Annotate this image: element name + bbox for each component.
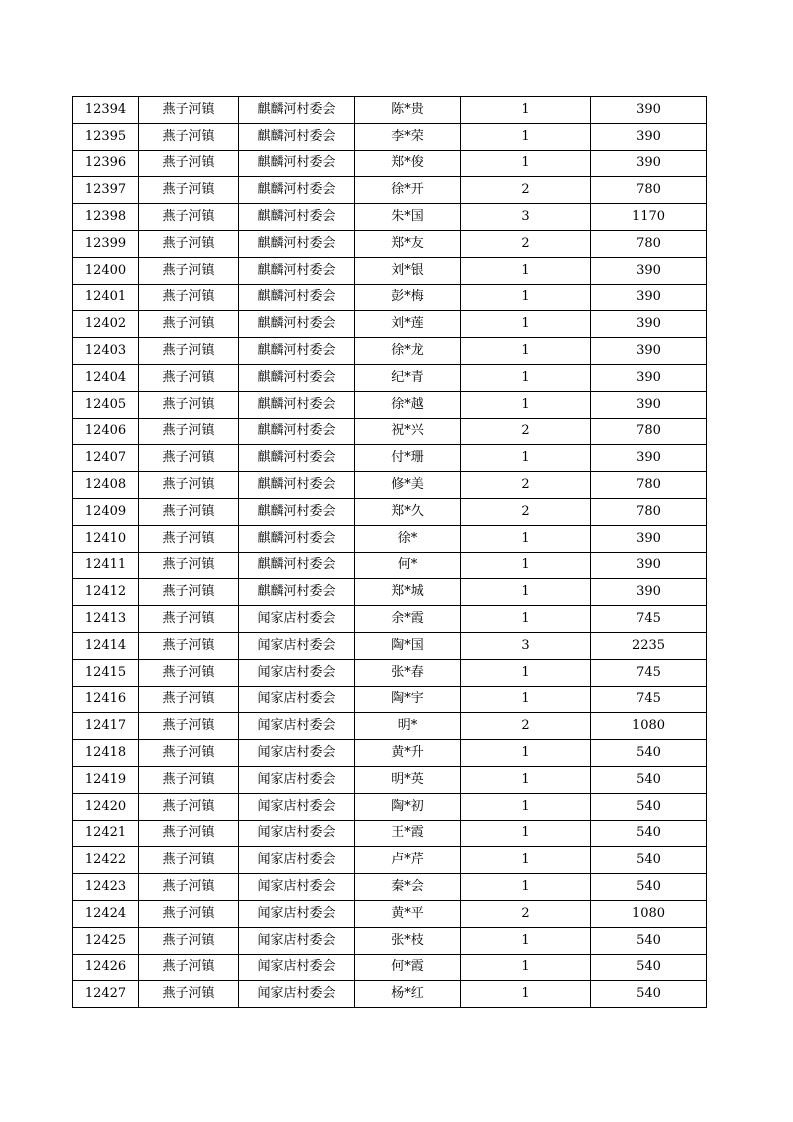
- village-committee-cell: 麒麟河村委会: [239, 204, 355, 231]
- village-committee-cell: 麒麟河村委会: [239, 525, 355, 552]
- count-cell: 1: [461, 740, 591, 767]
- name-cell: 郑*俊: [355, 150, 461, 177]
- town-cell: 燕子河镇: [139, 311, 239, 338]
- town-cell: 燕子河镇: [139, 204, 239, 231]
- amount-cell: 390: [591, 364, 707, 391]
- count-cell: 1: [461, 364, 591, 391]
- name-cell: 修*美: [355, 472, 461, 499]
- table-row: [73, 338, 707, 365]
- count-cell: 2: [461, 472, 591, 499]
- town-cell: 燕子河镇: [139, 954, 239, 981]
- amount-cell: 390: [591, 525, 707, 552]
- town-cell: 燕子河镇: [139, 257, 239, 284]
- count-cell: 2: [461, 177, 591, 204]
- amount-cell: 390: [591, 257, 707, 284]
- count-cell: 1: [461, 874, 591, 901]
- table-row: [73, 659, 707, 686]
- name-cell: 徐*越: [355, 391, 461, 418]
- amount-cell: 540: [591, 740, 707, 767]
- count-cell: 1: [461, 150, 591, 177]
- amount-cell: 780: [591, 230, 707, 257]
- row-number-cell: 12404: [73, 364, 139, 391]
- town-cell: 燕子河镇: [139, 418, 239, 445]
- name-cell: 李*荣: [355, 123, 461, 150]
- village-committee-cell: 麒麟河村委会: [239, 498, 355, 525]
- count-cell: 1: [461, 579, 591, 606]
- count-cell: 1: [461, 391, 591, 418]
- row-number-cell: 12416: [73, 686, 139, 713]
- table-row: [73, 740, 707, 767]
- row-number-cell: 12423: [73, 874, 139, 901]
- table-row: [73, 391, 707, 418]
- amount-cell: 390: [591, 391, 707, 418]
- town-cell: 燕子河镇: [139, 874, 239, 901]
- name-cell: 卢*芹: [355, 847, 461, 874]
- table-row: [73, 418, 707, 445]
- name-cell: 刘*银: [355, 257, 461, 284]
- row-number-cell: 12397: [73, 177, 139, 204]
- name-cell: 彭*梅: [355, 284, 461, 311]
- row-number-cell: 12424: [73, 900, 139, 927]
- row-number-cell: 12425: [73, 927, 139, 954]
- village-committee-cell: 麒麟河村委会: [239, 418, 355, 445]
- amount-cell: 2235: [591, 632, 707, 659]
- table-row: [73, 793, 707, 820]
- table-row: [73, 150, 707, 177]
- count-cell: 3: [461, 204, 591, 231]
- amount-cell: 540: [591, 874, 707, 901]
- town-cell: 燕子河镇: [139, 713, 239, 740]
- count-cell: 1: [461, 847, 591, 874]
- count-cell: 2: [461, 900, 591, 927]
- name-cell: 张*枝: [355, 927, 461, 954]
- name-cell: 明*: [355, 713, 461, 740]
- row-number-cell: 12395: [73, 123, 139, 150]
- row-number-cell: 12410: [73, 525, 139, 552]
- town-cell: 燕子河镇: [139, 766, 239, 793]
- village-committee-cell: 闻家店村委会: [239, 793, 355, 820]
- table-row: [73, 847, 707, 874]
- name-cell: 刘*莲: [355, 311, 461, 338]
- table-body: [73, 97, 707, 1008]
- data-table: [72, 96, 707, 1008]
- count-cell: 1: [461, 686, 591, 713]
- count-cell: 1: [461, 123, 591, 150]
- name-cell: 郑*城: [355, 579, 461, 606]
- town-cell: 燕子河镇: [139, 338, 239, 365]
- village-committee-cell: 闻家店村委会: [239, 713, 355, 740]
- name-cell: 何*霞: [355, 954, 461, 981]
- table-row: [73, 445, 707, 472]
- table-row: [73, 606, 707, 633]
- row-number-cell: 12414: [73, 632, 139, 659]
- table-row: [73, 981, 707, 1008]
- name-cell: 王*霞: [355, 820, 461, 847]
- row-number-cell: 12415: [73, 659, 139, 686]
- amount-cell: 1080: [591, 713, 707, 740]
- town-cell: 燕子河镇: [139, 900, 239, 927]
- count-cell: 1: [461, 981, 591, 1008]
- name-cell: 陶*国: [355, 632, 461, 659]
- row-number-cell: 12403: [73, 338, 139, 365]
- town-cell: 燕子河镇: [139, 177, 239, 204]
- village-committee-cell: 麒麟河村委会: [239, 123, 355, 150]
- town-cell: 燕子河镇: [139, 525, 239, 552]
- village-committee-cell: 麒麟河村委会: [239, 311, 355, 338]
- count-cell: 3: [461, 632, 591, 659]
- name-cell: 徐*龙: [355, 338, 461, 365]
- name-cell: 秦*会: [355, 874, 461, 901]
- name-cell: 徐*开: [355, 177, 461, 204]
- town-cell: 燕子河镇: [139, 793, 239, 820]
- table-row: [73, 900, 707, 927]
- table-row: [73, 927, 707, 954]
- table-row: [73, 364, 707, 391]
- name-cell: 郑*久: [355, 498, 461, 525]
- name-cell: 余*霞: [355, 606, 461, 633]
- table-row: [73, 311, 707, 338]
- town-cell: 燕子河镇: [139, 123, 239, 150]
- row-number-cell: 12400: [73, 257, 139, 284]
- name-cell: 祝*兴: [355, 418, 461, 445]
- amount-cell: 390: [591, 284, 707, 311]
- row-number-cell: 12394: [73, 97, 139, 124]
- town-cell: 燕子河镇: [139, 391, 239, 418]
- amount-cell: 390: [591, 552, 707, 579]
- amount-cell: 390: [591, 338, 707, 365]
- amount-cell: 390: [591, 97, 707, 124]
- count-cell: 1: [461, 793, 591, 820]
- name-cell: 陈*贵: [355, 97, 461, 124]
- town-cell: 燕子河镇: [139, 981, 239, 1008]
- town-cell: 燕子河镇: [139, 498, 239, 525]
- amount-cell: 745: [591, 686, 707, 713]
- town-cell: 燕子河镇: [139, 472, 239, 499]
- village-committee-cell: 闻家店村委会: [239, 820, 355, 847]
- village-committee-cell: 闻家店村委会: [239, 900, 355, 927]
- name-cell: 徐*: [355, 525, 461, 552]
- row-number-cell: 12409: [73, 498, 139, 525]
- amount-cell: 780: [591, 498, 707, 525]
- name-cell: 何*: [355, 552, 461, 579]
- village-committee-cell: 麒麟河村委会: [239, 230, 355, 257]
- amount-cell: 540: [591, 820, 707, 847]
- village-committee-cell: 麒麟河村委会: [239, 472, 355, 499]
- row-number-cell: 12413: [73, 606, 139, 633]
- village-committee-cell: 麒麟河村委会: [239, 150, 355, 177]
- amount-cell: 390: [591, 445, 707, 472]
- amount-cell: 540: [591, 766, 707, 793]
- village-committee-cell: 麒麟河村委会: [239, 579, 355, 606]
- table-row: [73, 123, 707, 150]
- amount-cell: 780: [591, 418, 707, 445]
- count-cell: 2: [461, 230, 591, 257]
- town-cell: 燕子河镇: [139, 632, 239, 659]
- table-row: [73, 284, 707, 311]
- village-committee-cell: 麒麟河村委会: [239, 391, 355, 418]
- table-row: [73, 579, 707, 606]
- count-cell: 1: [461, 445, 591, 472]
- village-committee-cell: 闻家店村委会: [239, 766, 355, 793]
- table-row: [73, 632, 707, 659]
- village-committee-cell: 闻家店村委会: [239, 927, 355, 954]
- row-number-cell: 12412: [73, 579, 139, 606]
- name-cell: 明*英: [355, 766, 461, 793]
- town-cell: 燕子河镇: [139, 579, 239, 606]
- table-row: [73, 820, 707, 847]
- name-cell: 黄*升: [355, 740, 461, 767]
- row-number-cell: 12418: [73, 740, 139, 767]
- town-cell: 燕子河镇: [139, 927, 239, 954]
- village-committee-cell: 闻家店村委会: [239, 874, 355, 901]
- town-cell: 燕子河镇: [139, 150, 239, 177]
- row-number-cell: 12396: [73, 150, 139, 177]
- amount-cell: 540: [591, 981, 707, 1008]
- row-number-cell: 12407: [73, 445, 139, 472]
- town-cell: 燕子河镇: [139, 364, 239, 391]
- table-row: [73, 686, 707, 713]
- name-cell: 黄*平: [355, 900, 461, 927]
- village-committee-cell: 麒麟河村委会: [239, 338, 355, 365]
- village-committee-cell: 闻家店村委会: [239, 954, 355, 981]
- count-cell: 1: [461, 766, 591, 793]
- row-number-cell: 12422: [73, 847, 139, 874]
- table-row: [73, 874, 707, 901]
- town-cell: 燕子河镇: [139, 820, 239, 847]
- amount-cell: 745: [591, 659, 707, 686]
- town-cell: 燕子河镇: [139, 740, 239, 767]
- count-cell: 1: [461, 311, 591, 338]
- row-number-cell: 12401: [73, 284, 139, 311]
- village-committee-cell: 闻家店村委会: [239, 847, 355, 874]
- village-committee-cell: 麒麟河村委会: [239, 552, 355, 579]
- row-number-cell: 12405: [73, 391, 139, 418]
- table-row: [73, 552, 707, 579]
- amount-cell: 780: [591, 177, 707, 204]
- table-row: [73, 204, 707, 231]
- amount-cell: 540: [591, 847, 707, 874]
- amount-cell: 390: [591, 579, 707, 606]
- name-cell: 杨*红: [355, 981, 461, 1008]
- table-row: [73, 97, 707, 124]
- row-number-cell: 12427: [73, 981, 139, 1008]
- village-committee-cell: 麒麟河村委会: [239, 445, 355, 472]
- count-cell: 1: [461, 552, 591, 579]
- amount-cell: 1170: [591, 204, 707, 231]
- table-row: [73, 498, 707, 525]
- table-row: [73, 713, 707, 740]
- row-number-cell: 12406: [73, 418, 139, 445]
- table-row: [73, 257, 707, 284]
- count-cell: 2: [461, 498, 591, 525]
- town-cell: 燕子河镇: [139, 445, 239, 472]
- row-number-cell: 12426: [73, 954, 139, 981]
- count-cell: 1: [461, 525, 591, 552]
- town-cell: 燕子河镇: [139, 552, 239, 579]
- village-committee-cell: 闻家店村委会: [239, 740, 355, 767]
- row-number-cell: 12408: [73, 472, 139, 499]
- name-cell: 付*珊: [355, 445, 461, 472]
- table-row: [73, 525, 707, 552]
- village-committee-cell: 麒麟河村委会: [239, 257, 355, 284]
- village-committee-cell: 闻家店村委会: [239, 606, 355, 633]
- amount-cell: 1080: [591, 900, 707, 927]
- town-cell: 燕子河镇: [139, 97, 239, 124]
- village-committee-cell: 麒麟河村委会: [239, 177, 355, 204]
- name-cell: 张*春: [355, 659, 461, 686]
- table-row: [73, 177, 707, 204]
- table-row: [73, 954, 707, 981]
- town-cell: 燕子河镇: [139, 847, 239, 874]
- name-cell: 陶*宇: [355, 686, 461, 713]
- name-cell: 朱*国: [355, 204, 461, 231]
- row-number-cell: 12417: [73, 713, 139, 740]
- amount-cell: 780: [591, 472, 707, 499]
- town-cell: 燕子河镇: [139, 606, 239, 633]
- count-cell: 1: [461, 338, 591, 365]
- name-cell: 郑*友: [355, 230, 461, 257]
- table-row: [73, 472, 707, 499]
- count-cell: 2: [461, 713, 591, 740]
- row-number-cell: 12398: [73, 204, 139, 231]
- amount-cell: 390: [591, 311, 707, 338]
- village-committee-cell: 闻家店村委会: [239, 632, 355, 659]
- row-number-cell: 12411: [73, 552, 139, 579]
- row-number-cell: 12419: [73, 766, 139, 793]
- table-row: [73, 230, 707, 257]
- count-cell: 1: [461, 659, 591, 686]
- name-cell: 陶*初: [355, 793, 461, 820]
- count-cell: 1: [461, 284, 591, 311]
- town-cell: 燕子河镇: [139, 284, 239, 311]
- amount-cell: 745: [591, 606, 707, 633]
- amount-cell: 540: [591, 954, 707, 981]
- amount-cell: 390: [591, 150, 707, 177]
- amount-cell: 540: [591, 927, 707, 954]
- village-committee-cell: 麒麟河村委会: [239, 284, 355, 311]
- town-cell: 燕子河镇: [139, 686, 239, 713]
- village-committee-cell: 麒麟河村委会: [239, 364, 355, 391]
- village-committee-cell: 闻家店村委会: [239, 686, 355, 713]
- town-cell: 燕子河镇: [139, 659, 239, 686]
- count-cell: 1: [461, 927, 591, 954]
- row-number-cell: 12421: [73, 820, 139, 847]
- row-number-cell: 12399: [73, 230, 139, 257]
- count-cell: 1: [461, 257, 591, 284]
- table-row: [73, 766, 707, 793]
- count-cell: 1: [461, 606, 591, 633]
- village-committee-cell: 闻家店村委会: [239, 659, 355, 686]
- count-cell: 1: [461, 820, 591, 847]
- village-committee-cell: 麒麟河村委会: [239, 97, 355, 124]
- amount-cell: 540: [591, 793, 707, 820]
- name-cell: 纪*青: [355, 364, 461, 391]
- amount-cell: 390: [591, 123, 707, 150]
- village-committee-cell: 闻家店村委会: [239, 981, 355, 1008]
- row-number-cell: 12420: [73, 793, 139, 820]
- row-number-cell: 12402: [73, 311, 139, 338]
- count-cell: 1: [461, 954, 591, 981]
- count-cell: 2: [461, 418, 591, 445]
- count-cell: 1: [461, 97, 591, 124]
- town-cell: 燕子河镇: [139, 230, 239, 257]
